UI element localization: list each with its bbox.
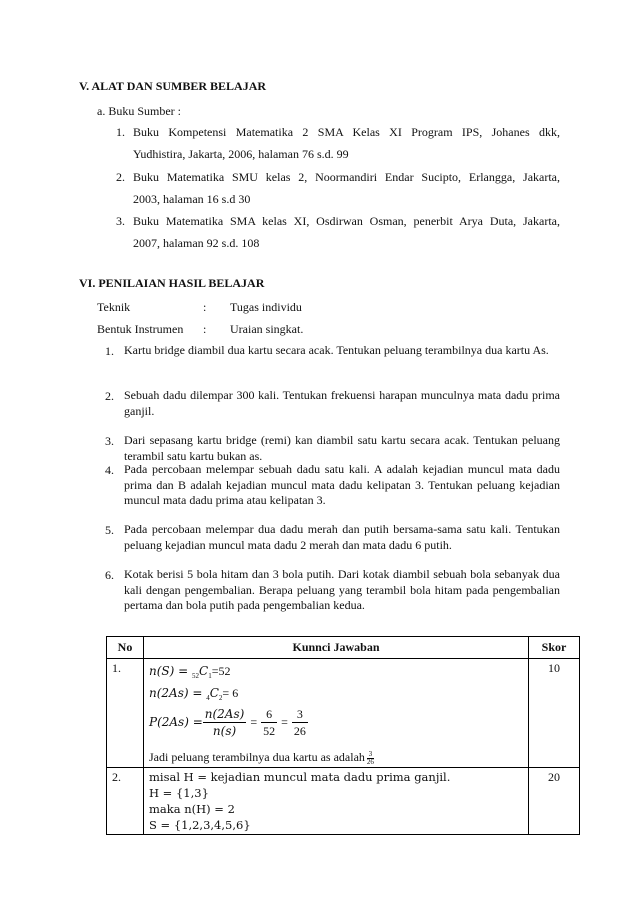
question-number: 2. (105, 389, 114, 403)
answer-line (149, 660, 523, 682)
combination-symbol: C (199, 663, 209, 678)
answer-line: maka n(H) = 2 (149, 801, 235, 816)
book-line: Buku Kompetensi Matematika 2 SMA Kelas XI Program IPS, Johanes dkk, (133, 125, 560, 139)
fraction-numerator: 3 (292, 706, 308, 724)
row-number: 1. (107, 658, 144, 767)
teknik-label: Teknik (97, 300, 131, 314)
bentuk-label: Bentuk Instrumen (97, 322, 184, 336)
question-text: Pada percobaan melempar sebuah dadu satu kali. A adalah kejadian muncul mata dadu prima dan B adalah kejadian muncul mata dadu kelipatan 3. Tentukan peluang kejadian muncul mata dadu prima atau kelipatan 3. (124, 462, 560, 508)
book-number: 3. (116, 214, 125, 228)
question-text: Kotak berisi 5 bola hitam dan 3 bola putih. Dari kotak diambil sebuah bola sebanyak dua kali dengan pengembalian. Berapa peluang yang terambil bola hitam pada pengembalian pertama dan bola putih pada pengembalian kedua. (124, 567, 560, 613)
fraction-numerator: 3 (368, 749, 373, 758)
bentuk-value: Uraian singkat. (230, 322, 304, 336)
section-heading-penilaian: VI. PENILAIAN HASIL BELAJAR (79, 276, 265, 290)
answer-line: misal H = kejadian muncul mata dadu prima ganjil. (149, 769, 451, 784)
answer-cell (144, 767, 529, 834)
fraction-numerator: 6 (261, 706, 277, 724)
question-number: 3. (105, 434, 114, 448)
question-text: Dari sepasang kartu bridge (remi) kan diambil satu kartu secara acak. Tentukan peluang terambil satu kartu bukan as. (124, 433, 560, 463)
question-number: 5. (105, 523, 114, 537)
table-row (107, 767, 580, 834)
header-no: No (107, 637, 144, 659)
formula-rhs: =52 (211, 663, 231, 678)
score-cell: 20 (529, 767, 580, 834)
teknik-colon: : (203, 300, 207, 314)
question-text: Sebuah dadu dilempar 300 kali. Tentukan frekuensi harapan munculnya mata dadu prima ganjil. (124, 388, 560, 418)
book-line: Yudhistira, Jakarta, 2006, halaman 76 s.d. 99 (133, 147, 349, 161)
formula-prefix: 52 (192, 671, 199, 680)
book-line: Buku Matematika SMA kelas XI, Osdirwan Osman, penerbit Arya Duta, Jakarta, (133, 214, 560, 228)
question-text: Pada percobaan melempar dua dadu merah dan putih bersama-sama satu kali. Tentukan peluang kejadian muncul mata dadu 2 merah dan mata dadu 6 putih. (124, 522, 560, 552)
fraction (367, 751, 374, 766)
question-number: 4. (105, 463, 114, 477)
formula-prefix: 4 (206, 693, 210, 702)
answer-line (149, 704, 523, 742)
answer-line (149, 682, 523, 704)
fraction-denominator: 26 (293, 724, 306, 739)
fraction (292, 706, 308, 741)
book-line: 2007, halaman 92 s.d. 108 (133, 236, 260, 250)
table-header-row (107, 637, 580, 659)
header-skor: Skor (529, 637, 580, 659)
fraction-numerator: n(2As) (203, 706, 247, 724)
question-number: 6. (105, 568, 114, 582)
combination-symbol: C (209, 685, 219, 700)
fraction (203, 706, 247, 741)
equals-sign: = (281, 715, 288, 730)
buku-sumber-label: a. Buku Sumber : (97, 104, 181, 118)
formula-subscript: 1 (208, 671, 212, 680)
teknik-value: Tugas individu (230, 300, 302, 314)
answer-line: S = {1,2,3,4,5,6} (149, 818, 251, 833)
answer-cell (144, 658, 529, 767)
equals-sign: = (250, 715, 258, 730)
table-row (107, 658, 580, 767)
bentuk-colon: : (203, 322, 207, 336)
fraction-denominator: 52 (263, 724, 276, 739)
answer-line: H = {1,3} (149, 785, 209, 800)
answer-key-table (106, 636, 580, 835)
header-kunci-jawaban: Kunnci Jawaban (144, 637, 529, 659)
fraction (261, 706, 277, 741)
question-text: Kartu bridge diambil dua kartu secara acak. Tentukan peluang terambilnya dua kartu As. (124, 343, 549, 357)
fraction-denominator: 26 (366, 757, 374, 766)
formula-lhs: P(2As) = (149, 715, 203, 730)
formula-rhs: = 6 (222, 685, 239, 700)
book-number: 2. (116, 170, 125, 184)
book-line: 2003, halaman 16 s.d 30 (133, 192, 251, 206)
fraction-denominator: n(s) (212, 724, 237, 739)
formula-subscript: 2 (218, 693, 223, 702)
book-line: Buku Matematika SMU kelas 2, Noormandiri Endar Sucipto, Erlangga, Jakarta, (133, 170, 560, 184)
formula-lhs: n(2As) = (149, 685, 207, 700)
question-number: 1. (105, 344, 114, 358)
answer-line (149, 742, 523, 766)
book-number: 1. (116, 125, 125, 139)
score-cell: 10 (529, 658, 580, 767)
row-number: 2. (107, 767, 144, 834)
formula-lhs: n(S) = (149, 663, 192, 678)
conclusion-text: Jadi peluang terambilnya dua kartu as adalah (149, 750, 365, 764)
section-heading-alat: V. ALAT DAN SUMBER BELAJAR (79, 79, 267, 93)
